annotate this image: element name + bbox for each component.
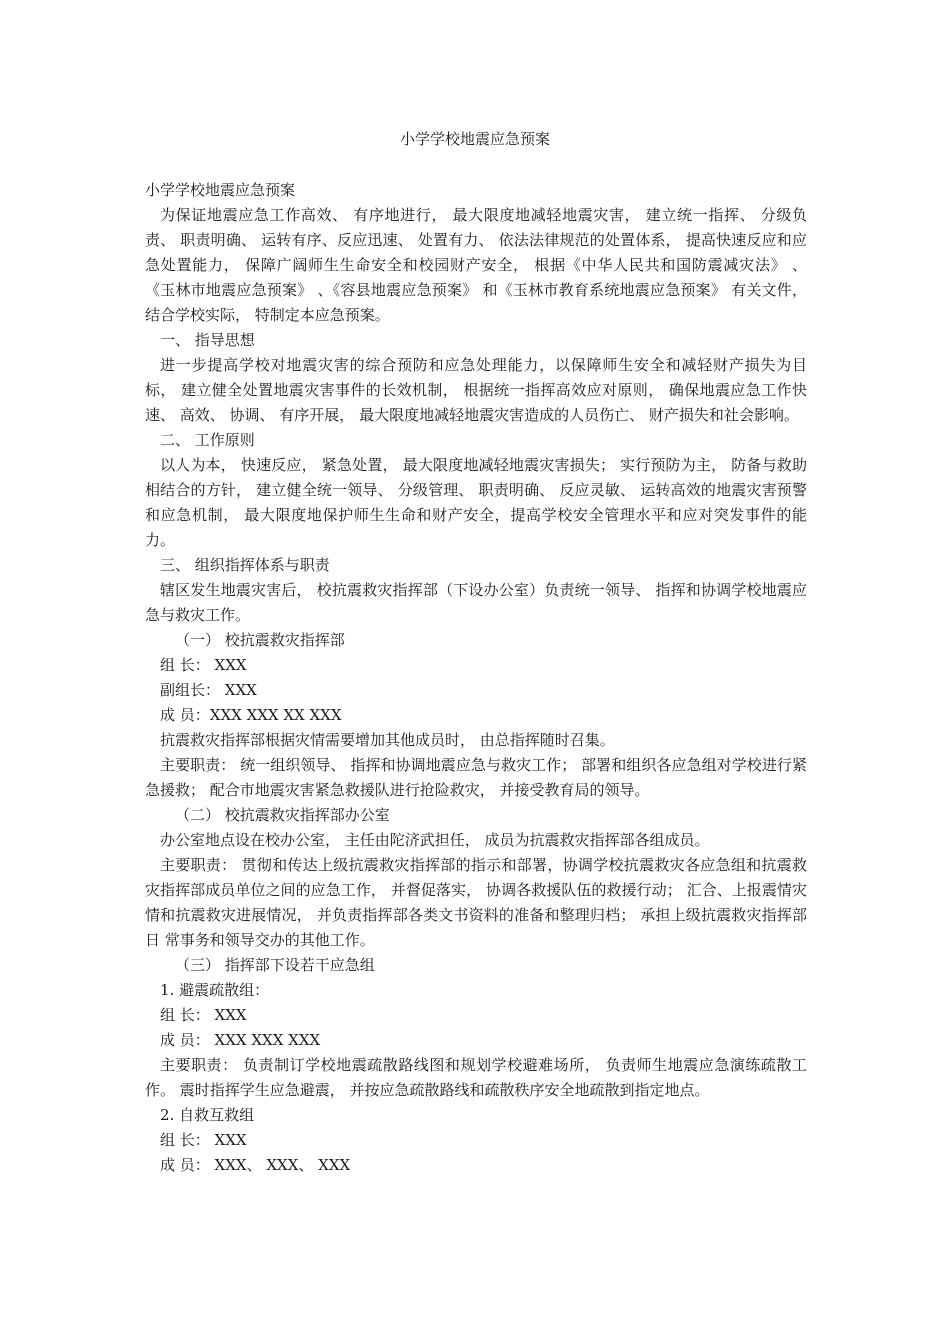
document-subtitle: 小学学校地震应急预案 — [145, 181, 296, 199]
section-3-body: 辖区发生地震灾害后， 校抗震救灾指挥部（下设办公室）负责统一领导、 指挥和协调学校地震应急与救灾工作。 — [145, 581, 807, 624]
group-1-leader: 组 长： XXX — [160, 1006, 247, 1024]
subsection-1-heading: （一） 校抗震救灾指挥部 — [175, 631, 345, 649]
hq-leader: 组 长： XXX — [160, 656, 247, 674]
group-2-title: 2. 自救互救组 — [160, 1106, 255, 1124]
section-2-heading: 二、 工作原则 — [160, 431, 255, 449]
page-title: 小学学校地震应急预案 — [399, 130, 550, 148]
group-2-leader: 组 长： XXX — [160, 1131, 247, 1149]
section-1-body: 进一步提高学校对地震灾害的综合预防和应急处理能力，以保障师生安全和减轻财产损失为目 标， 建立健全处置地震灾害事件的长效机制， 根据统一指挥高效应对原则， 确保地震应急工作快速、 高效、 协调、 有序开展， 最大限度地减轻地震灾害造成的人员伤亡、 财产损失和社会影响。 — [145, 356, 807, 424]
group-1-title: 1. 避震疏散组： — [160, 981, 270, 999]
hq-note: 抗震救灾指挥部根据灾情需要增加其他成员时， 由总指挥随时召集。 — [160, 731, 615, 749]
office-location: 办公室地点设在校办公室， 主任由陀济武担任， 成员为抗震救灾指挥部各组成员。 — [160, 831, 710, 849]
section-1-heading: 一、 指导思想 — [160, 331, 255, 349]
group-2-members: 成 员： XXX、 XXX、 XXX — [160, 1156, 351, 1174]
hq-deputy: 副组长： XXX — [160, 681, 257, 699]
subsection-2-heading: （二） 校抗震救灾指挥部办公室 — [175, 806, 390, 824]
group-1-duty: 主要职责： 负责制订学校地震疏散路线图和规划学校避难场所， 负责师生地震应急演练疏散工作。 震时指挥学生应急避震， 并按应急疏散路线和疏散秩序安全地疏散到指定地点。 — [145, 1056, 807, 1099]
document-body — [145, 178, 807, 1178]
subsection-3-heading: （三） 指挥部下设若干应急组 — [175, 956, 375, 974]
hq-duty: 主要职责： 统一组织领导、 指挥和协调地震应急与救灾工作； 部署和组织各应急组对学校进行紧急援救； 配合市地震灾害紧急救援队进行抢险救灾， 并接受教育局的领导。 — [145, 756, 807, 799]
intro-paragraph: 为保证地震应急工作高效、 有序地进行， 最大限度地减轻地震灾害， 建立统一指挥、 分级负责、 职责明确、 运转有序、反应迅速、 处置有力、 依法法律规范的处置体系， 提高快速反应和应急处置能力， 保障广阔师生生命安全和校园财产安全， 根据《中华人民共和国防震减灾法》 、 《玉林市地震应急预案》 、《容县地震应急预案》 和《玉林市教育系统地震应急预案》 有关文件， 结合学校实际， 特制定本应急预案。 — [145, 206, 807, 324]
office-duty: 主要职责： 贯彻和传达上级抗震救灾指挥部的指示和部署，协调学校抗震救灾各应急组和抗震救灾指挥部成员单位之间的应急工作， 并督促落实， 协调各救援队伍的救援行动； 汇合、上报震情灾情和抗震救灾进展情况， 并负责指挥部各类文书资料的准备和整理归档； 承担上级抗震救灾指挥部日 常事务和领导交办的其他工作。 — [145, 856, 807, 949]
section-3-heading: 三、 组织指挥体系与职责 — [160, 556, 330, 574]
group-1-members: 成 员： XXX XXX XXX — [160, 1031, 321, 1049]
hq-members: 成 员：XXX XXX XX XXX — [160, 706, 342, 724]
section-2-body: 以人为本， 快速反应， 紧急处置， 最大限度地减轻地震灾害损失； 实行预防为主， 防备与救助相结合的方针， 建立健全统一领导、 分级管理、 职责明确、 反应灵敏、 运转高效的地震灾害预警和应急机制， 最大限度地保护师生生命和财产安全，提高学校安全管理水平和应对突发事件的能力。 — [145, 456, 807, 549]
